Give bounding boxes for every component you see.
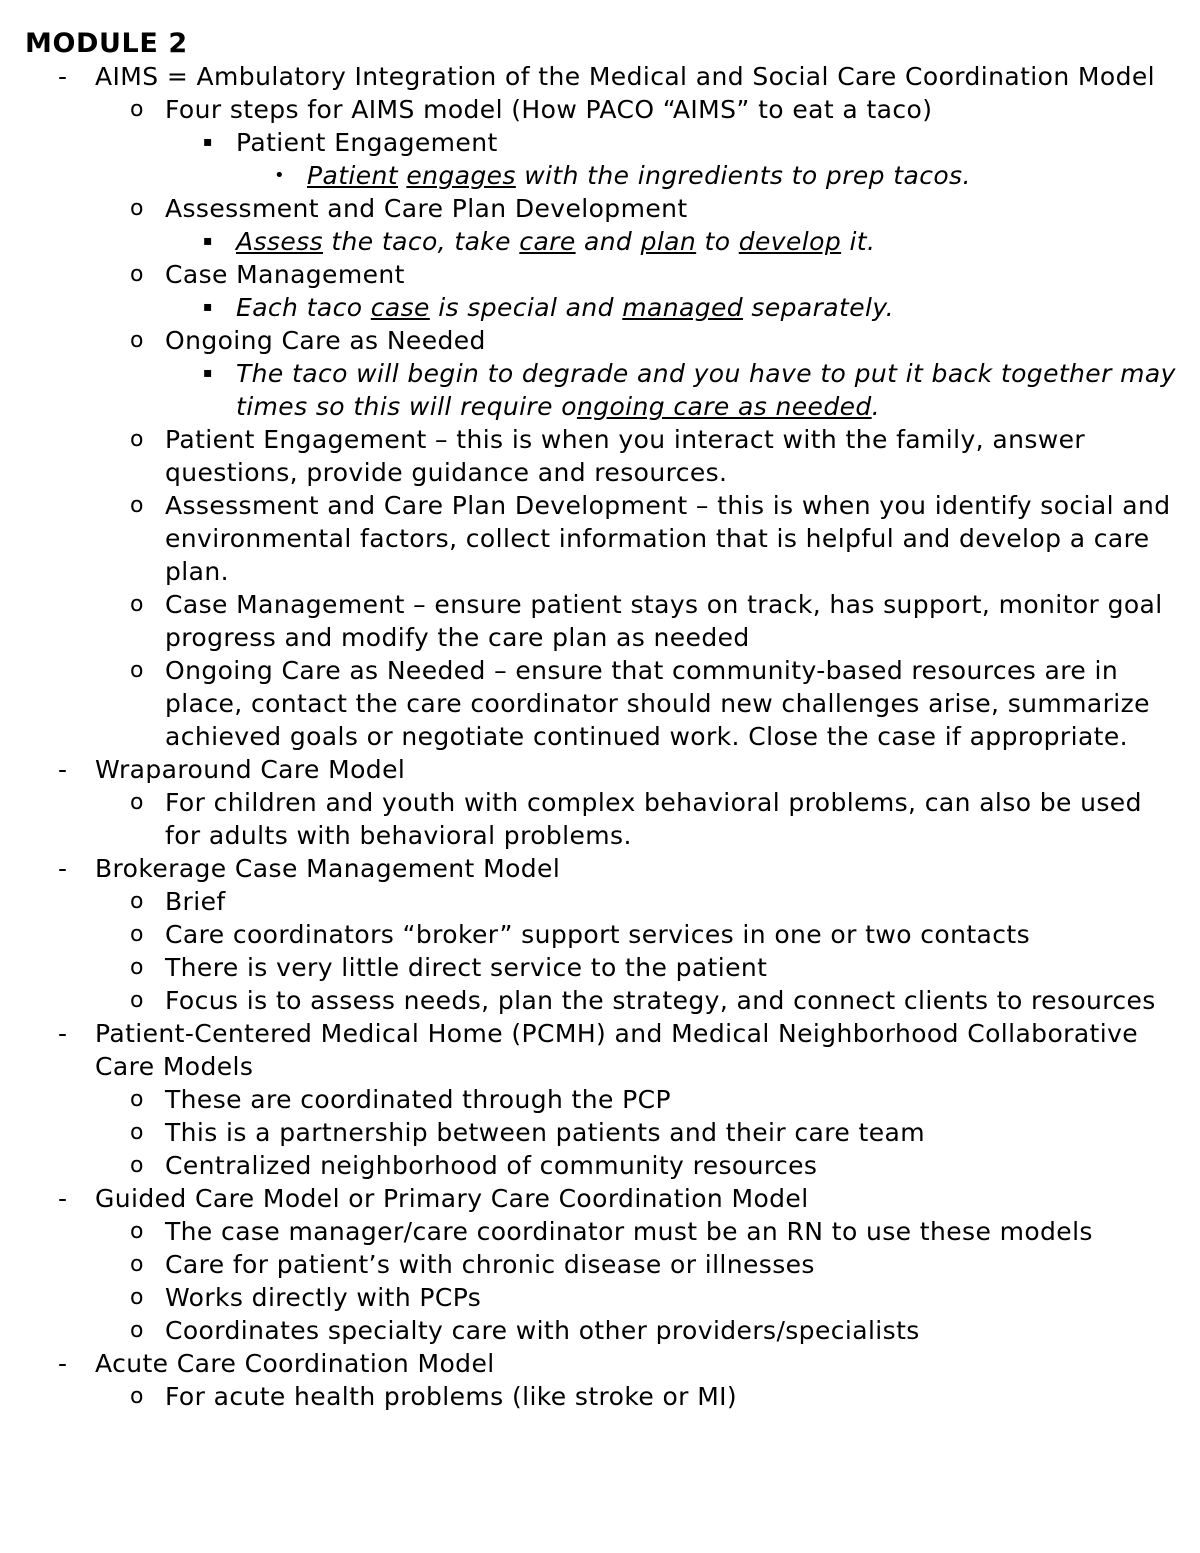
wraparound-heading: - Wraparound Care Model xyxy=(58,755,406,784)
list-item: o Works directly with PCPs xyxy=(130,1283,482,1312)
list-item: o Care coordinators “broker” support services in one or two contacts xyxy=(130,920,1031,949)
list-item: o Coordinates specialty care with other providers/specialists xyxy=(130,1316,920,1345)
list-item: o Brief xyxy=(130,887,226,916)
circle-bullet-icon: o xyxy=(130,592,144,617)
dash-marker: - xyxy=(58,854,68,883)
aims-step-4: o Ongoing Care as Needed xyxy=(130,326,486,355)
circle-bullet-icon: o xyxy=(130,1087,144,1112)
aims-steps-intro: o Four steps for AIMS model (How PACO “AIMS” to eat a taco) xyxy=(130,95,933,124)
list-item: o For acute health problems (like stroke or MI) xyxy=(130,1382,738,1411)
dash-marker: - xyxy=(58,1349,68,1378)
dash-marker: - xyxy=(58,1184,68,1213)
circle-bullet-icon: o xyxy=(130,328,144,353)
circle-bullet-icon: o xyxy=(130,262,144,287)
aims-desc-1: o Patient Engagement – this is when you interact with the family, answer questions, provide guidance and resources. xyxy=(130,425,1086,487)
aims-step-4-mnemonic: ▪ The taco will begin to degrade and you have to put it back together may times so this will require ongoing care as needed. xyxy=(203,359,1176,421)
circle-bullet-icon: o xyxy=(130,988,144,1013)
square-bullet-icon: ▪ xyxy=(203,134,213,150)
dash-marker: - xyxy=(58,1019,68,1048)
list-item: o There is very little direct service to the patient xyxy=(130,953,768,982)
circle-bullet-icon: o xyxy=(130,196,144,221)
circle-bullet-icon: o xyxy=(130,1285,144,1310)
aims-step-2-mnemonic: ▪ Assess the taco, take care and plan to develop it. xyxy=(203,227,876,256)
aims-step-3: o Case Management xyxy=(130,260,405,289)
list-item: o This is a partnership between patients and their care team xyxy=(130,1118,925,1147)
outline xyxy=(0,60,1200,1413)
aims-step-1-mnemonic: • Patient engages with the ingredients to prep tacos. xyxy=(274,161,971,190)
acute-heading: - Acute Care Coordination Model xyxy=(58,1349,495,1378)
dash-marker: - xyxy=(58,755,68,784)
brokerage-heading: - Brokerage Case Management Model xyxy=(58,854,561,883)
guided-heading: - Guided Care Model or Primary Care Coordination Model xyxy=(58,1184,809,1213)
circle-bullet-icon: o xyxy=(130,1219,144,1244)
circle-bullet-icon: o xyxy=(130,97,144,122)
circle-bullet-icon: o xyxy=(130,1153,144,1178)
aims-step-2: o Assessment and Care Plan Development xyxy=(130,194,688,223)
aims-desc-3: o Case Management – ensure patient stays on track, has support, monitor goal progress and modify the care plan as needed xyxy=(130,590,1163,652)
list-item: o These are coordinated through the PCP xyxy=(130,1085,671,1114)
aims-step-3-mnemonic: ▪ Each taco case is special and managed separately. xyxy=(203,293,894,322)
circle-bullet-icon: o xyxy=(130,658,144,683)
circle-bullet-icon: o xyxy=(130,922,144,947)
circle-bullet-icon: o xyxy=(130,955,144,980)
circle-bullet-icon: o xyxy=(130,493,144,518)
circle-bullet-icon: o xyxy=(130,427,144,452)
aims-desc-4: o Ongoing Care as Needed – ensure that community-based resources are in place, contact the care coordinator should new challenges arise, summarize achieved goals or negotiate continued work. Close the case if appropriate. xyxy=(130,656,1150,751)
circle-bullet-icon: o xyxy=(130,790,144,815)
pcmh-heading: - Patient-Centered Medical Home (PCMH) and Medical Neighborhood Collaborative Care Models xyxy=(58,1019,1139,1081)
aims-desc-2: o Assessment and Care Plan Development – this is when you identify social and environmental factors, collect information that is helpful and develop a care plan. xyxy=(130,491,1171,586)
square-bullet-icon: ▪ xyxy=(203,299,213,315)
page-title: MODULE 2 xyxy=(25,28,188,59)
list-item: o Care for patient’s with chronic disease or illnesses xyxy=(130,1250,815,1279)
circle-bullet-icon: o xyxy=(130,889,144,914)
list-item: o The case manager/care coordinator must be an RN to use these models xyxy=(130,1217,1093,1246)
circle-bullet-icon: o xyxy=(130,1318,144,1343)
circle-bullet-icon: o xyxy=(130,1252,144,1277)
list-item: o Centralized neighborhood of community resources xyxy=(130,1151,818,1180)
circle-bullet-icon: o xyxy=(130,1120,144,1145)
round-bullet-icon: • xyxy=(274,165,286,186)
list-item: o Focus is to assess needs, plan the strategy, and connect clients to resources xyxy=(130,986,1156,1015)
dash-marker: - xyxy=(58,62,68,91)
square-bullet-icon: ▪ xyxy=(203,365,213,381)
square-bullet-icon: ▪ xyxy=(203,233,213,249)
aims-heading: - AIMS = Ambulatory Integration of the Medical and Social Care Coordination Model xyxy=(58,62,1155,91)
aims-step-1: ▪ Patient Engagement xyxy=(203,128,498,157)
list-item: o For children and youth with complex behavioral problems, can also be used for adults with behavioral problems. xyxy=(130,788,1142,850)
circle-bullet-icon: o xyxy=(130,1384,144,1409)
